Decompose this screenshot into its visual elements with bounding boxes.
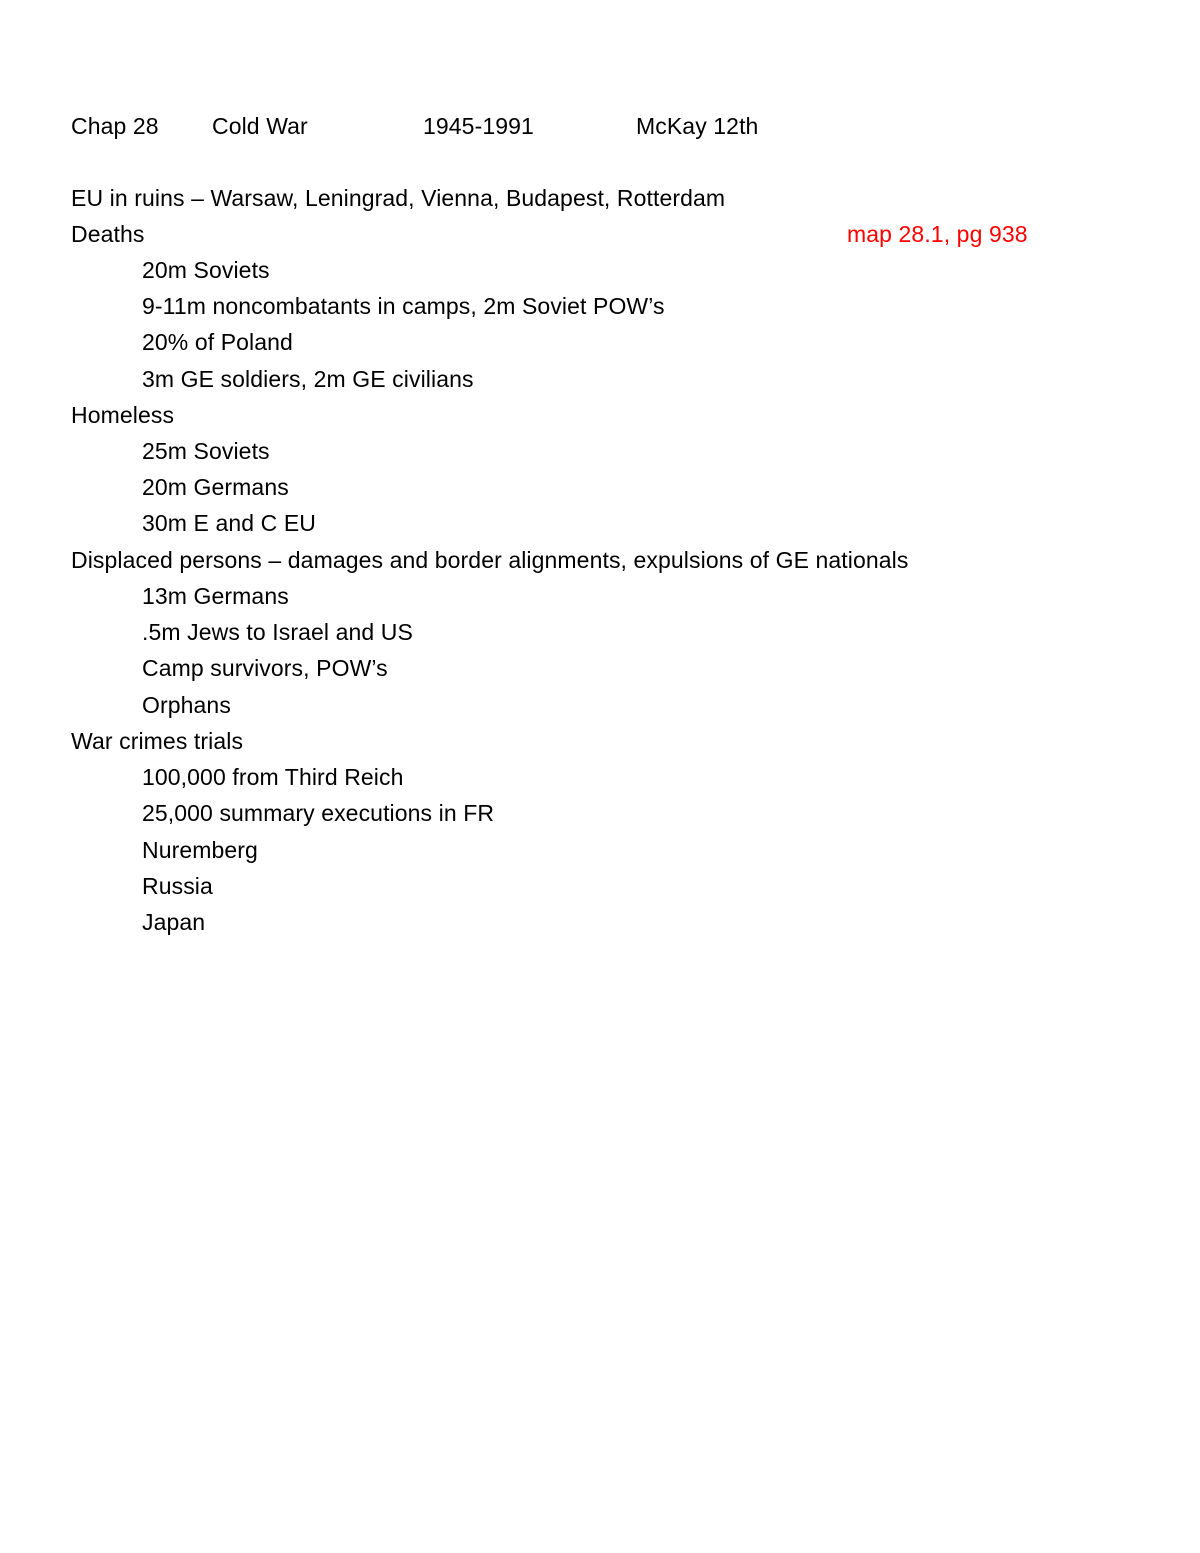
list-item: Japan [142,909,206,935]
list-item: 20m Soviets [142,257,270,283]
chapter-label: Chap 28 [71,113,159,139]
years-label: 1945-1991 [423,113,534,139]
list-item: Nuremberg [142,837,258,863]
list-item: .5m Jews to Israel and US [142,619,413,645]
list-item: Camp survivors, POW’s [142,655,388,681]
list-item: 3m GE soldiers, 2m GE civilians [142,366,474,392]
list-item: Russia [142,873,213,899]
textbook-label: McKay 12th [636,113,759,139]
deaths-heading: Deaths [71,221,145,247]
list-item: 20m Germans [142,474,289,500]
displaced-heading: Displaced persons – damages and border alignments, expulsions of GE nationals [71,547,909,573]
list-item: Orphans [142,692,231,718]
list-item: 100,000 from Third Reich [142,764,404,790]
topic-label: Cold War [212,113,308,139]
list-item: 20% of Poland [142,329,293,355]
list-item: 13m Germans [142,583,289,609]
ruins-line: EU in ruins – Warsaw, Leningrad, Vienna, Budapest, Rotterdam [71,185,726,211]
homeless-heading: Homeless [71,402,175,428]
list-item: 25m Soviets [142,438,270,464]
list-item: 25,000 summary executions in FR [142,800,495,826]
list-item: 9-11m noncombatants in camps, 2m Soviet POW’s [142,293,665,319]
list-item: 30m E and C EU [142,510,316,536]
war-crimes-heading: War crimes trials [71,728,244,754]
map-reference: map 28.1, pg 938 [847,221,1028,247]
